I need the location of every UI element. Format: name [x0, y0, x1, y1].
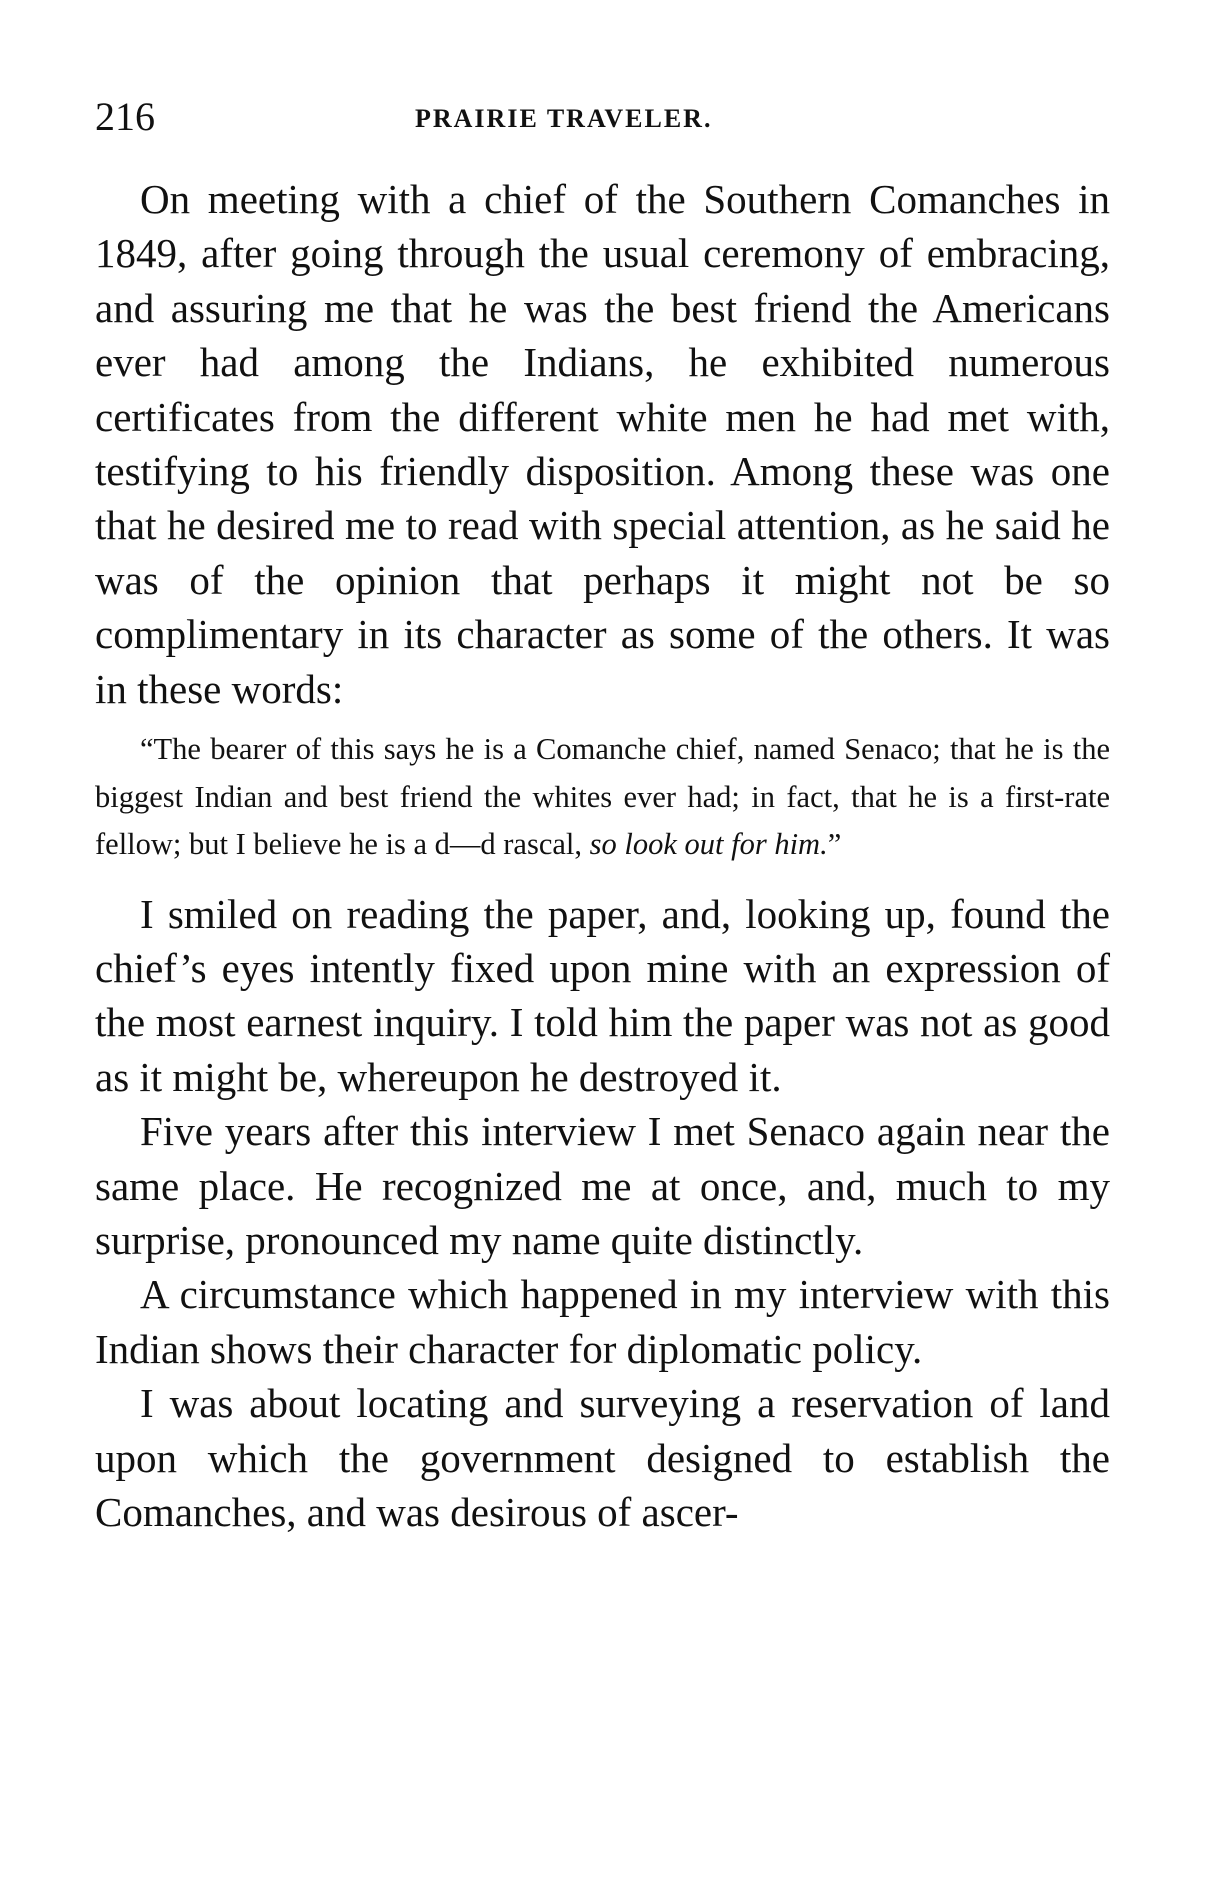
- paragraph-4: A circumstance which happened in my interview with this Indian shows their character for diplomatic policy.: [95, 1271, 1110, 1372]
- paragraph-2: I smiled on reading the paper, and, looking up, found the chief’s eyes intently fixed upon mine with an expression of the most earnest inquiry. I told him the paper was not as good as it might be, whereupon he destroyed it.: [95, 890, 1110, 1100]
- paragraph-3: Five years after this interview I met Senaco again near the same place. He recognized me at once, and, much to my surprise, pronounced my name quite distinctly.: [95, 1108, 1110, 1263]
- paragraph-1: On meeting with a chief of the Southern Comanches in 1849, after going through the usual ceremony of embracing, and assuring me that he was the best friend the Americans ever had among the Indians, he exhibited numerous certificates from the different white men he had met with, testifying to his friendly disposition. Among these was one that he desired me to read with special attention, as he said he was of the opinion that perhaps it might not be so complimentary in its character as some of the others. It was in these words:: [95, 176, 1110, 712]
- running-title: PRAIRIE TRAVELER.: [415, 104, 713, 133]
- quoted-certificate: [95, 726, 1110, 869]
- quote-italic: so look out for him.: [589, 827, 828, 862]
- page-header: [95, 92, 1110, 142]
- quote-text: “The bearer of this says he is a Comanche chief, named Senaco; that he is the biggest Indian and best friend the whites ever had; in fact, that he is a first-rate fellow; but I believe he is a d—d rascal,: [95, 732, 1110, 862]
- paragraph-5: I was about locating and surveying a reservation of land upon which the government designed to establish the Comanches, and was desirous of ascer-: [95, 1380, 1110, 1536]
- body-text: [95, 172, 1110, 1539]
- quote-close: ”: [827, 827, 842, 862]
- page-number: 216: [95, 94, 155, 139]
